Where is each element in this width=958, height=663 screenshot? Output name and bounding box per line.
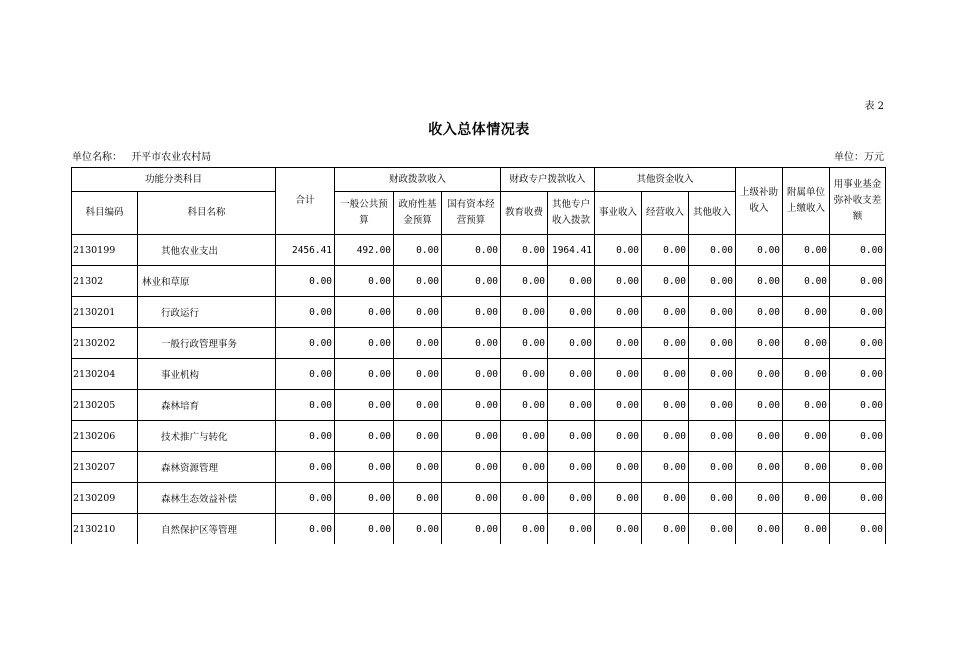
row-value: 0.00 (783, 297, 830, 328)
row-value: 0.00 (689, 452, 736, 483)
row-value: 0.00 (394, 359, 442, 390)
table-row (72, 235, 886, 266)
row-name: 林业和草原 (138, 266, 276, 297)
row-value: 0.00 (442, 235, 501, 266)
row-value: 0.00 (736, 328, 783, 359)
row-value: 0.00 (642, 266, 689, 297)
table-number: 表 2 (864, 101, 884, 112)
table-row (72, 390, 886, 421)
unit-name-label: 单位名称： (72, 152, 122, 163)
row-value: 0.00 (335, 483, 394, 514)
row-name: 其他农业支出 (138, 235, 276, 266)
row-name: 森林资源管理 (138, 452, 276, 483)
row-value: 0.00 (783, 452, 830, 483)
header-general: 一般公共预算 (335, 192, 394, 235)
row-value: 0.00 (276, 266, 335, 297)
row-value: 0.00 (783, 359, 830, 390)
row-value: 0.00 (689, 297, 736, 328)
row-value: 0.00 (689, 483, 736, 514)
row-value: 0.00 (548, 483, 595, 514)
row-value: 0.00 (394, 452, 442, 483)
unit-name-value: 开平市农业农村局 (131, 152, 212, 163)
table-row (72, 514, 886, 545)
row-name: 一般行政管理事务 (138, 328, 276, 359)
income-table (71, 167, 886, 544)
row-value: 0.00 (689, 359, 736, 390)
row-value: 0.00 (335, 514, 394, 545)
table-row (72, 452, 886, 483)
row-value: 0.00 (783, 266, 830, 297)
row-value: 0.00 (642, 235, 689, 266)
header-special: 财政专户拨款收入 (501, 168, 595, 192)
header-superior: 上级补助收入 (736, 168, 783, 235)
header-edu-fee: 教育收费 (501, 192, 548, 235)
row-value: 0.00 (442, 390, 501, 421)
row-value: 0.00 (501, 514, 548, 545)
row-value: 0.00 (736, 483, 783, 514)
row-name: 自然保护区等管理 (138, 514, 276, 545)
row-value: 0.00 (276, 390, 335, 421)
row-value: 0.00 (595, 390, 642, 421)
row-value: 0.00 (783, 514, 830, 545)
row-value: 0.00 (642, 359, 689, 390)
row-name: 森林生态效益补偿 (138, 483, 276, 514)
table-row (72, 266, 886, 297)
header-other-special: 其他专户收入拨款 (548, 192, 595, 235)
table-row (72, 297, 886, 328)
row-value: 0.00 (501, 235, 548, 266)
row-value: 0.00 (595, 266, 642, 297)
unit-name-line (72, 148, 211, 163)
header-gov-fund: 政府性基金预算 (394, 192, 442, 235)
row-code: 2130199 (72, 235, 138, 266)
row-value: 0.00 (394, 297, 442, 328)
row-code: 2130204 (72, 359, 138, 390)
row-value: 0.00 (736, 235, 783, 266)
row-value: 0.00 (501, 421, 548, 452)
table-body (72, 235, 886, 545)
row-value: 0.00 (501, 452, 548, 483)
row-value: 0.00 (830, 483, 886, 514)
row-value: 0.00 (642, 421, 689, 452)
header-other-funds: 其他资金收入 (595, 168, 736, 192)
row-value: 0.00 (548, 514, 595, 545)
row-value: 0.00 (830, 514, 886, 545)
row-code: 21302 (72, 266, 138, 297)
header-code: 科目编码 (72, 192, 138, 235)
row-value: 0.00 (689, 390, 736, 421)
header-affiliated: 附属单位上缴收入 (783, 168, 830, 235)
row-value: 0.00 (442, 297, 501, 328)
row-value: 0.00 (501, 390, 548, 421)
row-value: 0.00 (595, 235, 642, 266)
row-value: 0.00 (689, 235, 736, 266)
row-value: 0.00 (335, 421, 394, 452)
row-value: 0.00 (689, 328, 736, 359)
row-value: 0.00 (736, 359, 783, 390)
row-value: 0.00 (830, 390, 886, 421)
row-value: 0.00 (830, 359, 886, 390)
row-value: 0.00 (736, 514, 783, 545)
row-name: 事业机构 (138, 359, 276, 390)
row-value: 0.00 (595, 483, 642, 514)
row-value: 0.00 (548, 452, 595, 483)
row-value: 0.00 (642, 328, 689, 359)
row-code: 2130206 (72, 421, 138, 452)
row-value: 492.00 (335, 235, 394, 266)
row-value: 0.00 (276, 452, 335, 483)
header-total: 合计 (276, 168, 335, 235)
table-row (72, 328, 886, 359)
row-value: 0.00 (595, 328, 642, 359)
row-value: 0.00 (394, 235, 442, 266)
row-value: 0.00 (783, 421, 830, 452)
row-value: 0.00 (501, 328, 548, 359)
row-value: 0.00 (442, 483, 501, 514)
row-name: 森林培育 (138, 390, 276, 421)
row-value: 0.00 (642, 514, 689, 545)
row-value: 1964.41 (548, 235, 595, 266)
header-reserve: 用事业基金弥补收支差额 (830, 168, 886, 235)
row-value: 0.00 (501, 483, 548, 514)
page-title: 收入总体情况表 (428, 122, 530, 138)
table-row (72, 483, 886, 514)
row-code: 2130201 (72, 297, 138, 328)
row-value: 0.00 (276, 297, 335, 328)
row-value: 0.00 (335, 266, 394, 297)
row-code: 2130207 (72, 452, 138, 483)
row-value: 0.00 (548, 297, 595, 328)
table-row (72, 421, 886, 452)
row-value: 0.00 (642, 390, 689, 421)
row-value: 0.00 (501, 359, 548, 390)
row-value: 0.00 (442, 328, 501, 359)
row-value: 0.00 (501, 297, 548, 328)
header-row-1 (72, 168, 886, 192)
row-value: 0.00 (783, 390, 830, 421)
table-row (72, 359, 886, 390)
header-state-capital: 国有资本经营预算 (442, 192, 501, 235)
row-value: 0.00 (736, 297, 783, 328)
row-value: 0.00 (830, 297, 886, 328)
row-value: 0.00 (736, 421, 783, 452)
row-value: 0.00 (642, 452, 689, 483)
row-name: 技术推广与转化 (138, 421, 276, 452)
row-value: 0.00 (394, 328, 442, 359)
row-value: 0.00 (642, 483, 689, 514)
row-value: 0.00 (736, 452, 783, 483)
row-value: 0.00 (595, 514, 642, 545)
row-code: 2130205 (72, 390, 138, 421)
row-value: 0.00 (830, 266, 886, 297)
row-value: 0.00 (501, 266, 548, 297)
header-fiscal: 财政拨款收入 (335, 168, 501, 192)
row-value: 0.00 (548, 390, 595, 421)
row-value: 0.00 (830, 452, 886, 483)
row-code: 2130209 (72, 483, 138, 514)
row-name: 行政运行 (138, 297, 276, 328)
row-value: 2456.41 (276, 235, 335, 266)
row-value: 0.00 (394, 483, 442, 514)
row-value: 0.00 (394, 266, 442, 297)
row-code: 2130210 (72, 514, 138, 545)
row-value: 0.00 (442, 421, 501, 452)
row-value: 0.00 (783, 483, 830, 514)
row-value: 0.00 (689, 421, 736, 452)
header-name: 科目名称 (138, 192, 276, 235)
row-value: 0.00 (442, 266, 501, 297)
row-value: 0.00 (335, 359, 394, 390)
row-value: 0.00 (442, 359, 501, 390)
row-value: 0.00 (548, 421, 595, 452)
row-code: 2130202 (72, 328, 138, 359)
row-value: 0.00 (442, 452, 501, 483)
row-value: 0.00 (335, 390, 394, 421)
row-value: 0.00 (830, 328, 886, 359)
row-value: 0.00 (642, 297, 689, 328)
row-value: 0.00 (394, 421, 442, 452)
row-value: 0.00 (276, 359, 335, 390)
row-value: 0.00 (276, 483, 335, 514)
row-value: 0.00 (548, 328, 595, 359)
header-business: 事业收入 (595, 192, 642, 235)
row-value: 0.00 (548, 266, 595, 297)
row-value: 0.00 (783, 328, 830, 359)
row-value: 0.00 (689, 266, 736, 297)
row-value: 0.00 (276, 514, 335, 545)
row-value: 0.00 (595, 421, 642, 452)
row-value: 0.00 (736, 390, 783, 421)
row-value: 0.00 (394, 514, 442, 545)
header-func-cat: 功能分类科目 (72, 168, 276, 192)
row-value: 0.00 (335, 328, 394, 359)
row-value: 0.00 (595, 297, 642, 328)
row-value: 0.00 (830, 235, 886, 266)
row-value: 0.00 (783, 235, 830, 266)
row-value: 0.00 (736, 266, 783, 297)
row-value: 0.00 (548, 359, 595, 390)
row-value: 0.00 (595, 452, 642, 483)
row-value: 0.00 (394, 390, 442, 421)
row-value: 0.00 (276, 421, 335, 452)
row-value: 0.00 (276, 328, 335, 359)
row-value: 0.00 (442, 514, 501, 545)
row-value: 0.00 (830, 421, 886, 452)
row-value: 0.00 (335, 297, 394, 328)
row-value: 0.00 (689, 514, 736, 545)
row-value: 0.00 (335, 452, 394, 483)
header-operating: 经营收入 (642, 192, 689, 235)
money-unit: 单位：万元 (834, 152, 884, 163)
row-value: 0.00 (595, 359, 642, 390)
header-other-income: 其他收入 (689, 192, 736, 235)
